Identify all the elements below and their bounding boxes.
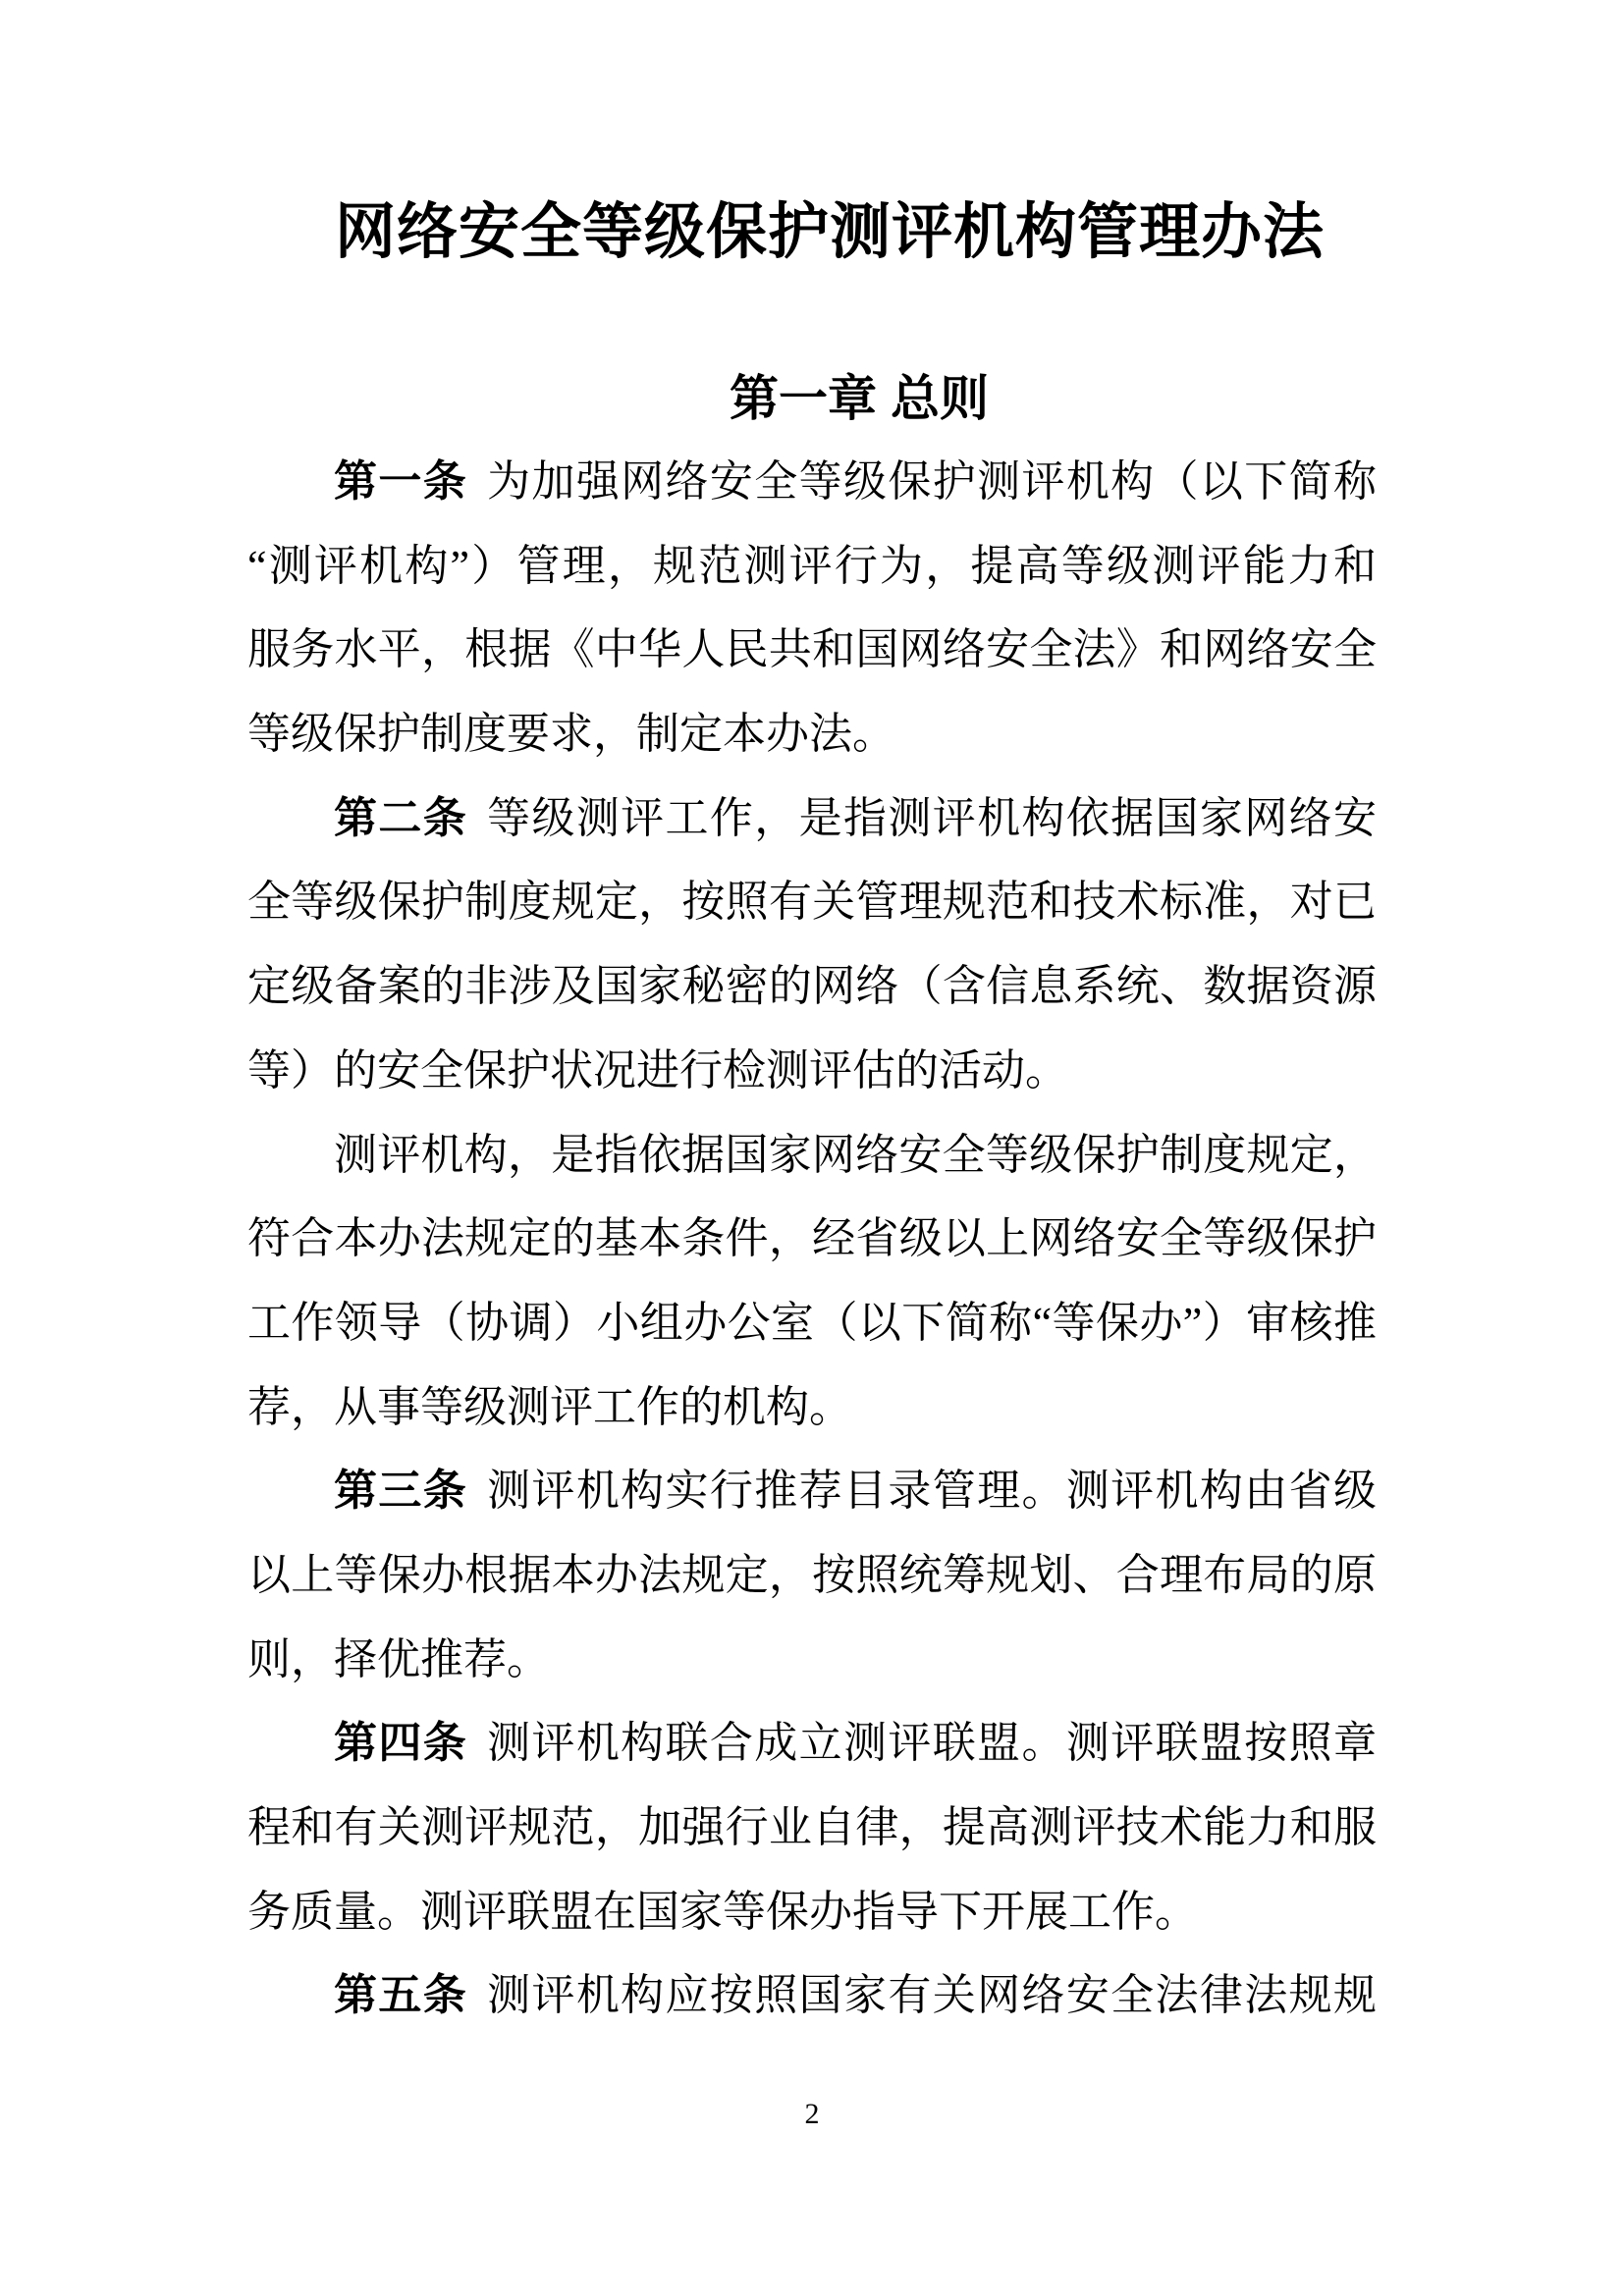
line-text: 符合本办法规定的基本条件，经省级以上网络安全等级保护 xyxy=(247,1214,1377,1263)
line-text: 全等级保护制度规定，按照有关管理规范和技术标准，对已 xyxy=(247,878,1377,927)
line-text: 程和有关测评规范，加强行业自律，提高测评技术能力和服 xyxy=(247,1803,1377,1851)
document-title: 网络安全等级保护测评机构管理办法 xyxy=(334,198,1325,266)
article-number: 第一条 xyxy=(334,457,468,506)
body-line xyxy=(247,1533,1377,1618)
body-line xyxy=(247,944,1377,1029)
line-text: 等级测评工作，是指测评机构依据国家网络安 xyxy=(487,793,1377,842)
chapter-heading: 第一章 总则 xyxy=(730,371,989,426)
body-line xyxy=(247,1365,1377,1450)
line-text: 定级备案的非涉及国家秘密的网络（含信息系统、数据资源 xyxy=(247,962,1377,1011)
body-line xyxy=(247,1113,1377,1198)
line-text: 测评机构联合成立测评联盟。测评联盟按照章 xyxy=(487,1719,1377,1768)
article-number: 第三条 xyxy=(334,1467,468,1516)
body-line xyxy=(247,1281,1377,1365)
body-line xyxy=(247,1449,1377,1533)
article-number: 第五条 xyxy=(334,1971,468,2020)
body-line xyxy=(247,608,1377,692)
body-line xyxy=(247,1618,1377,1702)
body-line xyxy=(247,776,1377,861)
line-text: 则，择优推荐。 xyxy=(247,1634,550,1683)
body-line xyxy=(247,524,1377,609)
line-text: 工作领导（协调）小组办公室（以下简称“等保办”）审核推 xyxy=(247,1298,1377,1347)
line-text: 服务水平，根据《中华人民共和国网络安全法》和网络安全 xyxy=(247,625,1377,674)
line-text: 测评机构，是指依据国家网络安全等级保护制度规定， xyxy=(334,1130,1377,1179)
line-text: 荐，从事等级测评工作的机构。 xyxy=(247,1382,852,1431)
article-number: 第二条 xyxy=(334,793,468,842)
line-text: 以上等保办根据本办法规定，按照统筹规划、合理布局的原 xyxy=(247,1550,1377,1599)
line-text: 等）的安全保护状况进行检测评估的活动。 xyxy=(247,1045,1068,1095)
body-line xyxy=(247,1701,1377,1786)
body-line xyxy=(247,1197,1377,1281)
line-text: 务质量。测评联盟在国家等保办指导下开展工作。 xyxy=(247,1887,1198,1936)
body-line xyxy=(247,692,1377,776)
body-line xyxy=(247,440,1377,524)
body-line xyxy=(247,860,1377,944)
body-line xyxy=(247,1870,1377,1954)
body-line xyxy=(247,1953,1377,2038)
line-text: 等级保护制度要求，制定本办法。 xyxy=(247,710,895,759)
line-text: 测评机构应按照国家有关网络安全法律法规规 xyxy=(487,1971,1377,2020)
document-body xyxy=(247,440,1377,2038)
line-text: “测评机构”）管理，规范测评行为，提高等级测评能力和 xyxy=(247,541,1377,590)
page-number: 2 xyxy=(804,2098,820,2130)
article-number: 第四条 xyxy=(334,1719,468,1768)
line-text: 测评机构实行推荐目录管理。测评机构由省级 xyxy=(487,1467,1377,1516)
line-text: 为加强网络安全等级保护测评机构（以下简称 xyxy=(487,457,1377,506)
body-line xyxy=(247,1029,1377,1113)
body-line xyxy=(247,1786,1377,1870)
